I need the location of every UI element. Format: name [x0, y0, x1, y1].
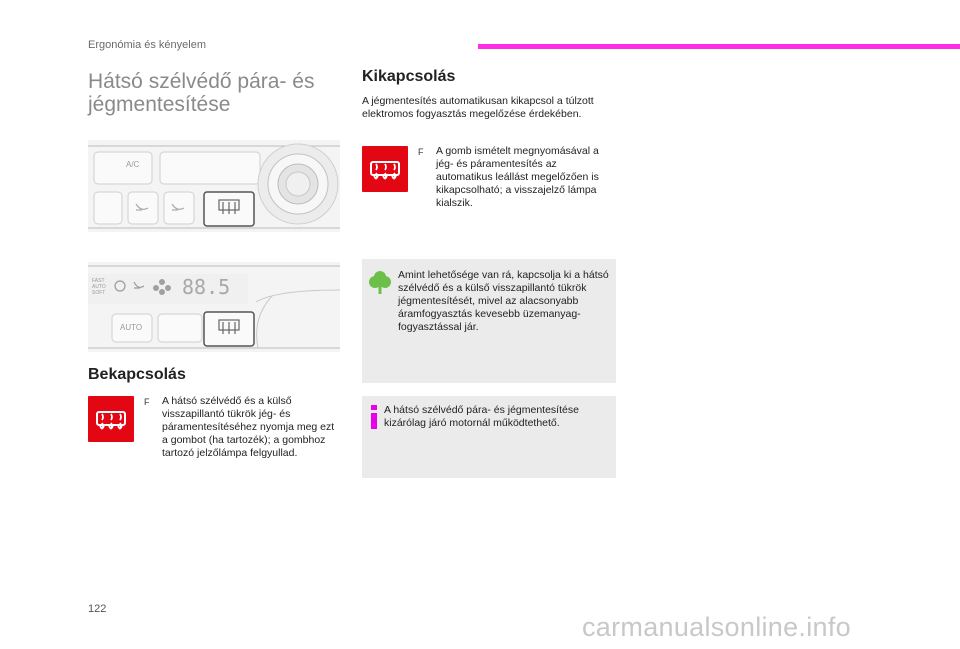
header-accent-bar — [478, 44, 960, 49]
switch-off-intro: A jégmentesítés automatikusan kikapcsol a túlzott elektromos fogyasztás megelőzése érdekében. — [362, 95, 594, 120]
tree-icon — [369, 270, 391, 294]
rear-defrost-icon — [362, 146, 408, 192]
control-panel-image-1 — [88, 140, 340, 232]
switch-on-text: A hátsó szélvédő és a külső visszapillantó tükrök jég- és páramentesítéséhez nyomja meg ezt a gombot (ha tartozék); a gombhoz tartozó jelzőlámpa felgyullad. — [162, 395, 335, 459]
info-note-text: A hátsó szélvédő pára- és jégmentesítése kizárólag járó motornál működtethető. — [384, 404, 579, 429]
auto-button-label: AUTO — [120, 323, 143, 332]
temperature-display: 88.5 — [182, 275, 231, 299]
switch-on-heading: Bekapcsolás — [88, 366, 186, 383]
switch-off-text: A gomb ismételt megnyomásával a jég- és páramentesítés az automatikus leállást megelőzően is kikapcsolható; a visszajelző lámpa kialszik. — [436, 145, 599, 209]
fast-auto-soft-label: FAST AUTO SOFT — [92, 278, 106, 296]
defrost-button-icon-off — [362, 146, 408, 192]
section-label: Ergonómia és kényelem — [88, 39, 207, 51]
defrost-button-icon-on — [88, 396, 134, 442]
bullet-marker-on: F — [144, 397, 150, 407]
bullet-marker-off: F — [418, 147, 424, 157]
eco-note-text: Amint lehetősége van rá, kapcsolja ki a hátsó szélvédő és a külső visszapillantó tükrök jégmentesítését, mivel az alacsonyabb áramfogyasztás kevesebb üzemanyag-fogyasztással jár. — [398, 269, 609, 333]
switch-off-heading: Kikapcsolás — [362, 68, 456, 85]
page-number: 122 — [88, 603, 107, 615]
page-title: Hátsó szélvédő pára- és jégmentesítése — [88, 70, 315, 116]
info-icon — [369, 405, 379, 429]
eco-note-box — [362, 259, 616, 383]
control-panel-image-2 — [88, 262, 340, 352]
rear-defrost-icon — [88, 396, 134, 442]
control-panel-illustration-1 — [88, 140, 340, 232]
watermark: carmanualsonline.info — [582, 612, 851, 642]
info-note-box — [362, 396, 616, 478]
ac-button-label: A/C — [126, 160, 140, 169]
